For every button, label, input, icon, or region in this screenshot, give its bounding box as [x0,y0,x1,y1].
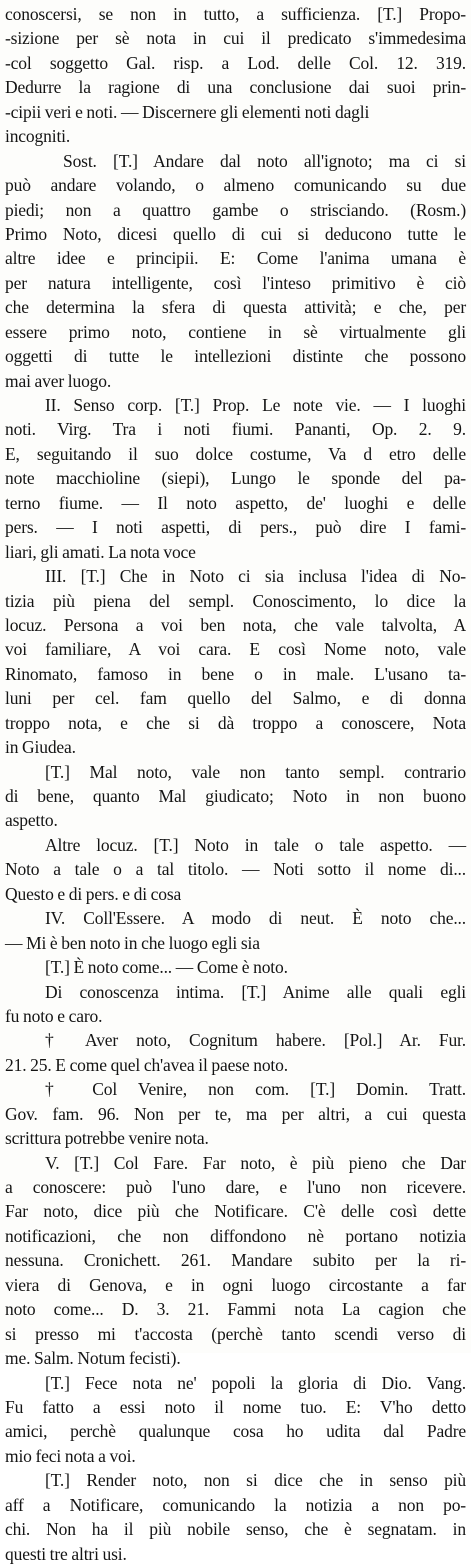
text-line: aff a Notificare, comunicando la notizia a non po- [5,1494,466,1515]
text-line: Sost. [T.] Andare dal noto all'ignoto; ma ci si [63,150,466,171]
text-line: [T.] È noto come... — Come è noto. [45,957,288,978]
text-line: mai aver luogo. [5,370,112,391]
text-line: 21. 25. E come quel ch'avea il paese noto. [5,1054,288,1075]
text-line: questi tre altri usi. [5,1543,127,1564]
text-line: fu noto e caro. [5,1005,103,1026]
text-line: a conoscere: può l'uno dare, e l'uno non ricevere. [5,1177,466,1197]
text-line: † Col Venire, non com. [T.] Domin. Tratt. [45,1079,466,1100]
text-line: Primo Noto, dicesi quello di cui si deducono tutte le [5,223,466,244]
text-line: pers. — I noti aspetti, di pers., può dire I fami- [5,517,466,538]
text-line: può andare volando, o almeno comunicando su due [5,175,466,196]
text-line: nessuna. Cronichett. 261. Mandare subito per la ri- [5,1250,466,1271]
text-line: amici, perchè qualunque cosa ho udita dal Padre [5,1421,466,1442]
text-line: di bene, quanto Mal giudicato; Noto in non buono [5,786,466,806]
text-line: Far noto, dice più che Notificare. C'è delle così dette [5,1201,466,1222]
text-line: incogniti. [5,126,71,147]
text-line: -sizione per sè nota in cui il predicato s'immedesima [5,28,466,49]
text-line: noto come... D. 3. 21. Fammi nota La cagion che [5,1299,466,1320]
text-line: Questo e di pers. e di cosa [5,883,182,904]
text-line: E, seguitando il suo dolce costume, Va d etro delle [5,443,466,464]
text-line: oggetti di tutte le intellezioni distinte che possono [5,346,466,367]
text-line: voi familiare, A voi cara. E così Nome noto, vale [5,639,466,660]
text-line: notificazioni, che non diffondono nè portano notizia [5,1225,466,1246]
text-line: — Mi è ben noto in che luogo egli sia [5,932,260,953]
text-line: altre idee e principii. E: Come l'anima umana è [5,248,466,269]
text-line: essere primo noto, contiene in sè virtualmente gli [5,321,466,342]
text-line: me. Salm. Notum fecisti). [5,1348,181,1369]
text-line: † Aver noto, Cognitum habere. [Pol.] Ar. Fur. [45,1030,466,1051]
text-line: mio feci nota a voi. [5,1445,136,1466]
text-line: luni per cel. fam quello del Salmo, e di donna [5,688,466,709]
text-line: IV. Coll'Essere. A modo di neut. È noto che... [45,908,466,929]
text-line: Di conoscenza intima. [T.] Anime alle quali egli [45,981,466,1002]
text-line: -cipii veri e noti. — Discernere gli elementi noti dagli [5,101,370,122]
text-line: che determina la sfera di questa attività; e che, per [5,297,466,318]
text-line: in Giudea. [5,737,76,758]
text-line: [T.] Mal noto, vale non tanto sempl. contrario [45,761,466,782]
text-line: -col soggetto Gal. risp. a Lod. delle Col. 12. 319. [5,52,466,73]
text-line: Gov. fam. 96. Non per te, ma per altri, a cui questa [5,1103,466,1124]
text-line: Noto a tale o a tal titolo. — Noti sotto il nome di... [5,859,466,880]
text-line: note macchioline (siepi), Lungo le sponde del pa- [5,468,466,489]
text-line: Dedurre la ragione di una conclusione dai suoi prin- [5,77,466,98]
text-line: Altre locuz. [T.] Noto in tale o tale aspetto. — [45,834,466,855]
text-line: tizia più piena del sempl. Conoscimento, lo dice la [5,590,466,611]
text-line: III. [T.] Che in Noto ci sia inclusa l'idea di No- [45,566,466,587]
text-line: per natura intelligente, così l'inteso primitivo è ciò [5,272,466,293]
text-line: Fu fatto a essi noto il nome tuo. E: V'ho detto [5,1396,466,1417]
text-line: terno fiume. — Il noto aspetto, de' luoghi e delle [5,492,466,513]
text-line: [T.] Fece nota ne' popoli la gloria di Dio. Vang. [45,1372,466,1393]
text-line: locuz. Persona a voi ben nota, che vale talvolta, A [5,614,466,635]
text-line: piedi; non a quattro gambe o strisciando. (Rosm.) [5,199,466,220]
entry-column [5,2,466,1566]
text-line: viera di Genova, e in ogni luogo circostante a far [5,1274,466,1295]
text-line: scrittura potrebbe venire nota. [5,1128,209,1149]
text-line: chi. Non ha il più nobile senso, che è segnatam. in [5,1519,466,1540]
text-line: si presso mi t'accosta (perchè tanto scendi verso di [5,1323,466,1344]
text-line: [T.] Render noto, non si dice che in senso più [45,1470,466,1491]
text-line: Rinomato, famoso in bene o in male. L'usano ta- [5,663,466,684]
text-line: liari, gli amati. La nota voce [5,541,196,562]
text-line: aspetto. [5,810,58,831]
text-line: V. [T.] Col Fare. Far noto, è più pieno che Dar [45,1152,466,1173]
text-line: troppo nota, e che si dà troppo a conoscere, Nota [5,712,466,733]
text-line: conoscersi, se non in tutto, a sufficienza. [T.] Propo- [5,4,466,24]
text-line: noti. Virg. Tra i noti fiumi. Pananti, Op. 2. 9. [5,419,466,440]
text-line: II. Senso corp. [T.] Prop. Le note vie. — I luoghi [45,395,466,415]
